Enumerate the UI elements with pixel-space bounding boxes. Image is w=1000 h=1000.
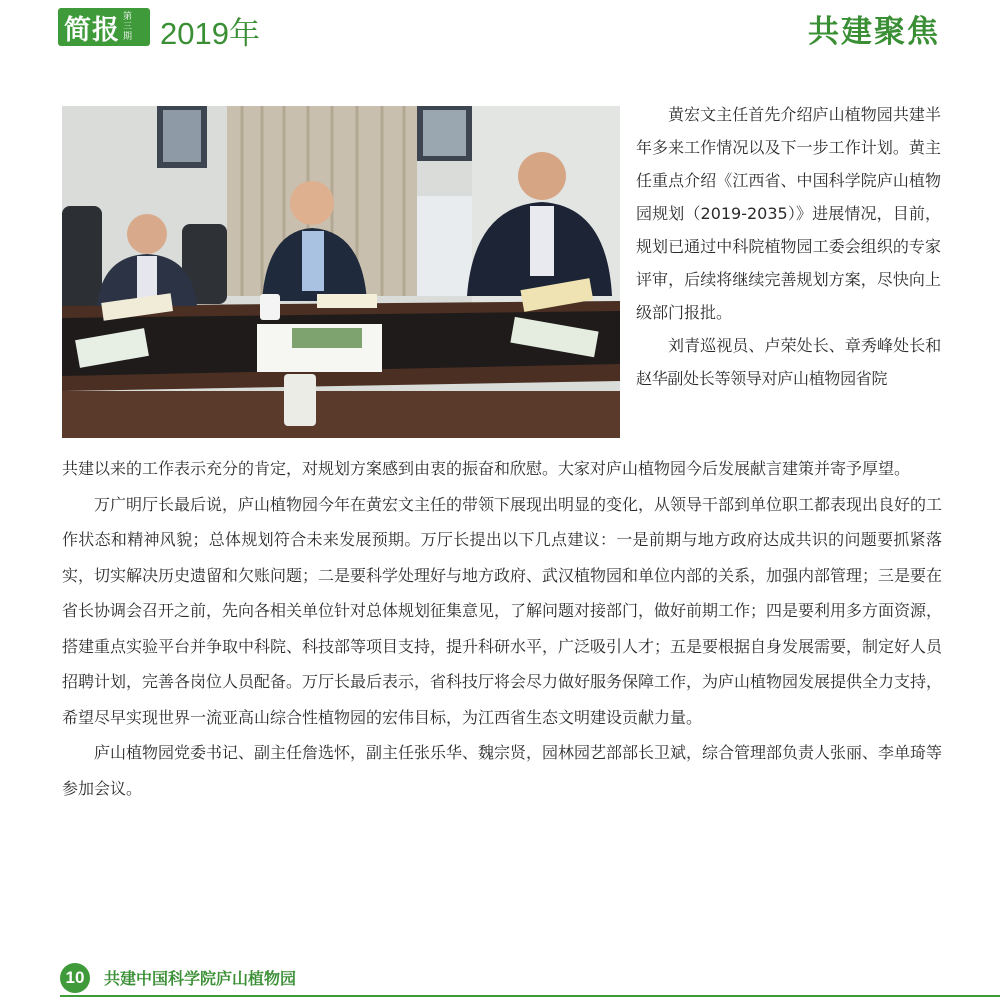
issue-label	[122, 12, 133, 42]
page-number: 10	[60, 963, 90, 993]
header-year: 2019年	[160, 16, 260, 51]
body-text	[62, 451, 942, 806]
issue-char: 三	[122, 22, 132, 32]
brand-title: 简报	[64, 14, 120, 46]
paragraph: 庐山植物园党委书记、副主任詹选怀，副主任张乐华、魏宗贤，园林园艺部部长卫斌，综合管理部负责人张丽、李单琦等参加会议。	[62, 743, 943, 798]
paragraph-continuation: 共建以来的工作表示充分的肯定，对规划方案感到由衷的振奋和欣慰。大家对庐山植物园今后发展献言建策并寄予厚望。	[62, 459, 911, 478]
issue-char: 第	[122, 12, 132, 22]
paragraph: 万广明厅长最后说，庐山植物园今年在黄宏文主任的带领下展现出明显的变化，从领导干部到单位职工都表现出良好的工作状态和精神风貌；总体规划符合未来发展预期。万厅长提出以下几点建议：一是前期与地方政府达成共识的问题要抓紧落实，切实解决历史遗留和欠账问题；二是要科学处理好与地方政府、武汉植物园和单位内部的关系，加强内部管理；三是要在省长协调会召开之前，先向各相关单位针对总体规划征集意见，了解问题对接部门，做好前期工作；四是要利用多方面资源，搭建重点实验平台并争取中科院、科技部等项目支持，提升科研水平，广泛吸引人才；五是要根据自身发展需要，制定好人员招聘计划，完善各岗位人员配备。万厅长最后表示，省科技厅将会尽力做好服务保障工作，为庐山植物园发展提供全力支持，希望尽早实现世界一流亚高山综合性植物园的宏伟目标，为江西省生态文明建设贡献力量。	[62, 494, 943, 727]
paragraph: 黄宏文主任首先介绍庐山植物园共建半年多来工作情况以及下一步工作计划。黄主任重点介绍《江西省、中国科学院庐山植物园规划（2019-2035）》进展情况，目前，规划已通过中科院植物园工委会组织的专家评审，后续将继续完善规划方案，尽快向上级部门报批。	[636, 105, 941, 322]
meeting-photo	[62, 106, 620, 438]
footer-title: 共建中国科学院庐山植物园	[104, 969, 297, 988]
issue-char: 期	[122, 32, 132, 42]
paragraph: 刘青巡视员、卢荣处长、章秀峰处长和赵华副处长等领导对庐山植物园省院	[636, 336, 941, 388]
header-badge	[58, 8, 150, 46]
intro-text	[636, 98, 941, 395]
meeting-photo-icon	[62, 106, 620, 438]
section-title: 共建聚焦	[808, 14, 940, 50]
footer-divider	[60, 995, 1000, 997]
